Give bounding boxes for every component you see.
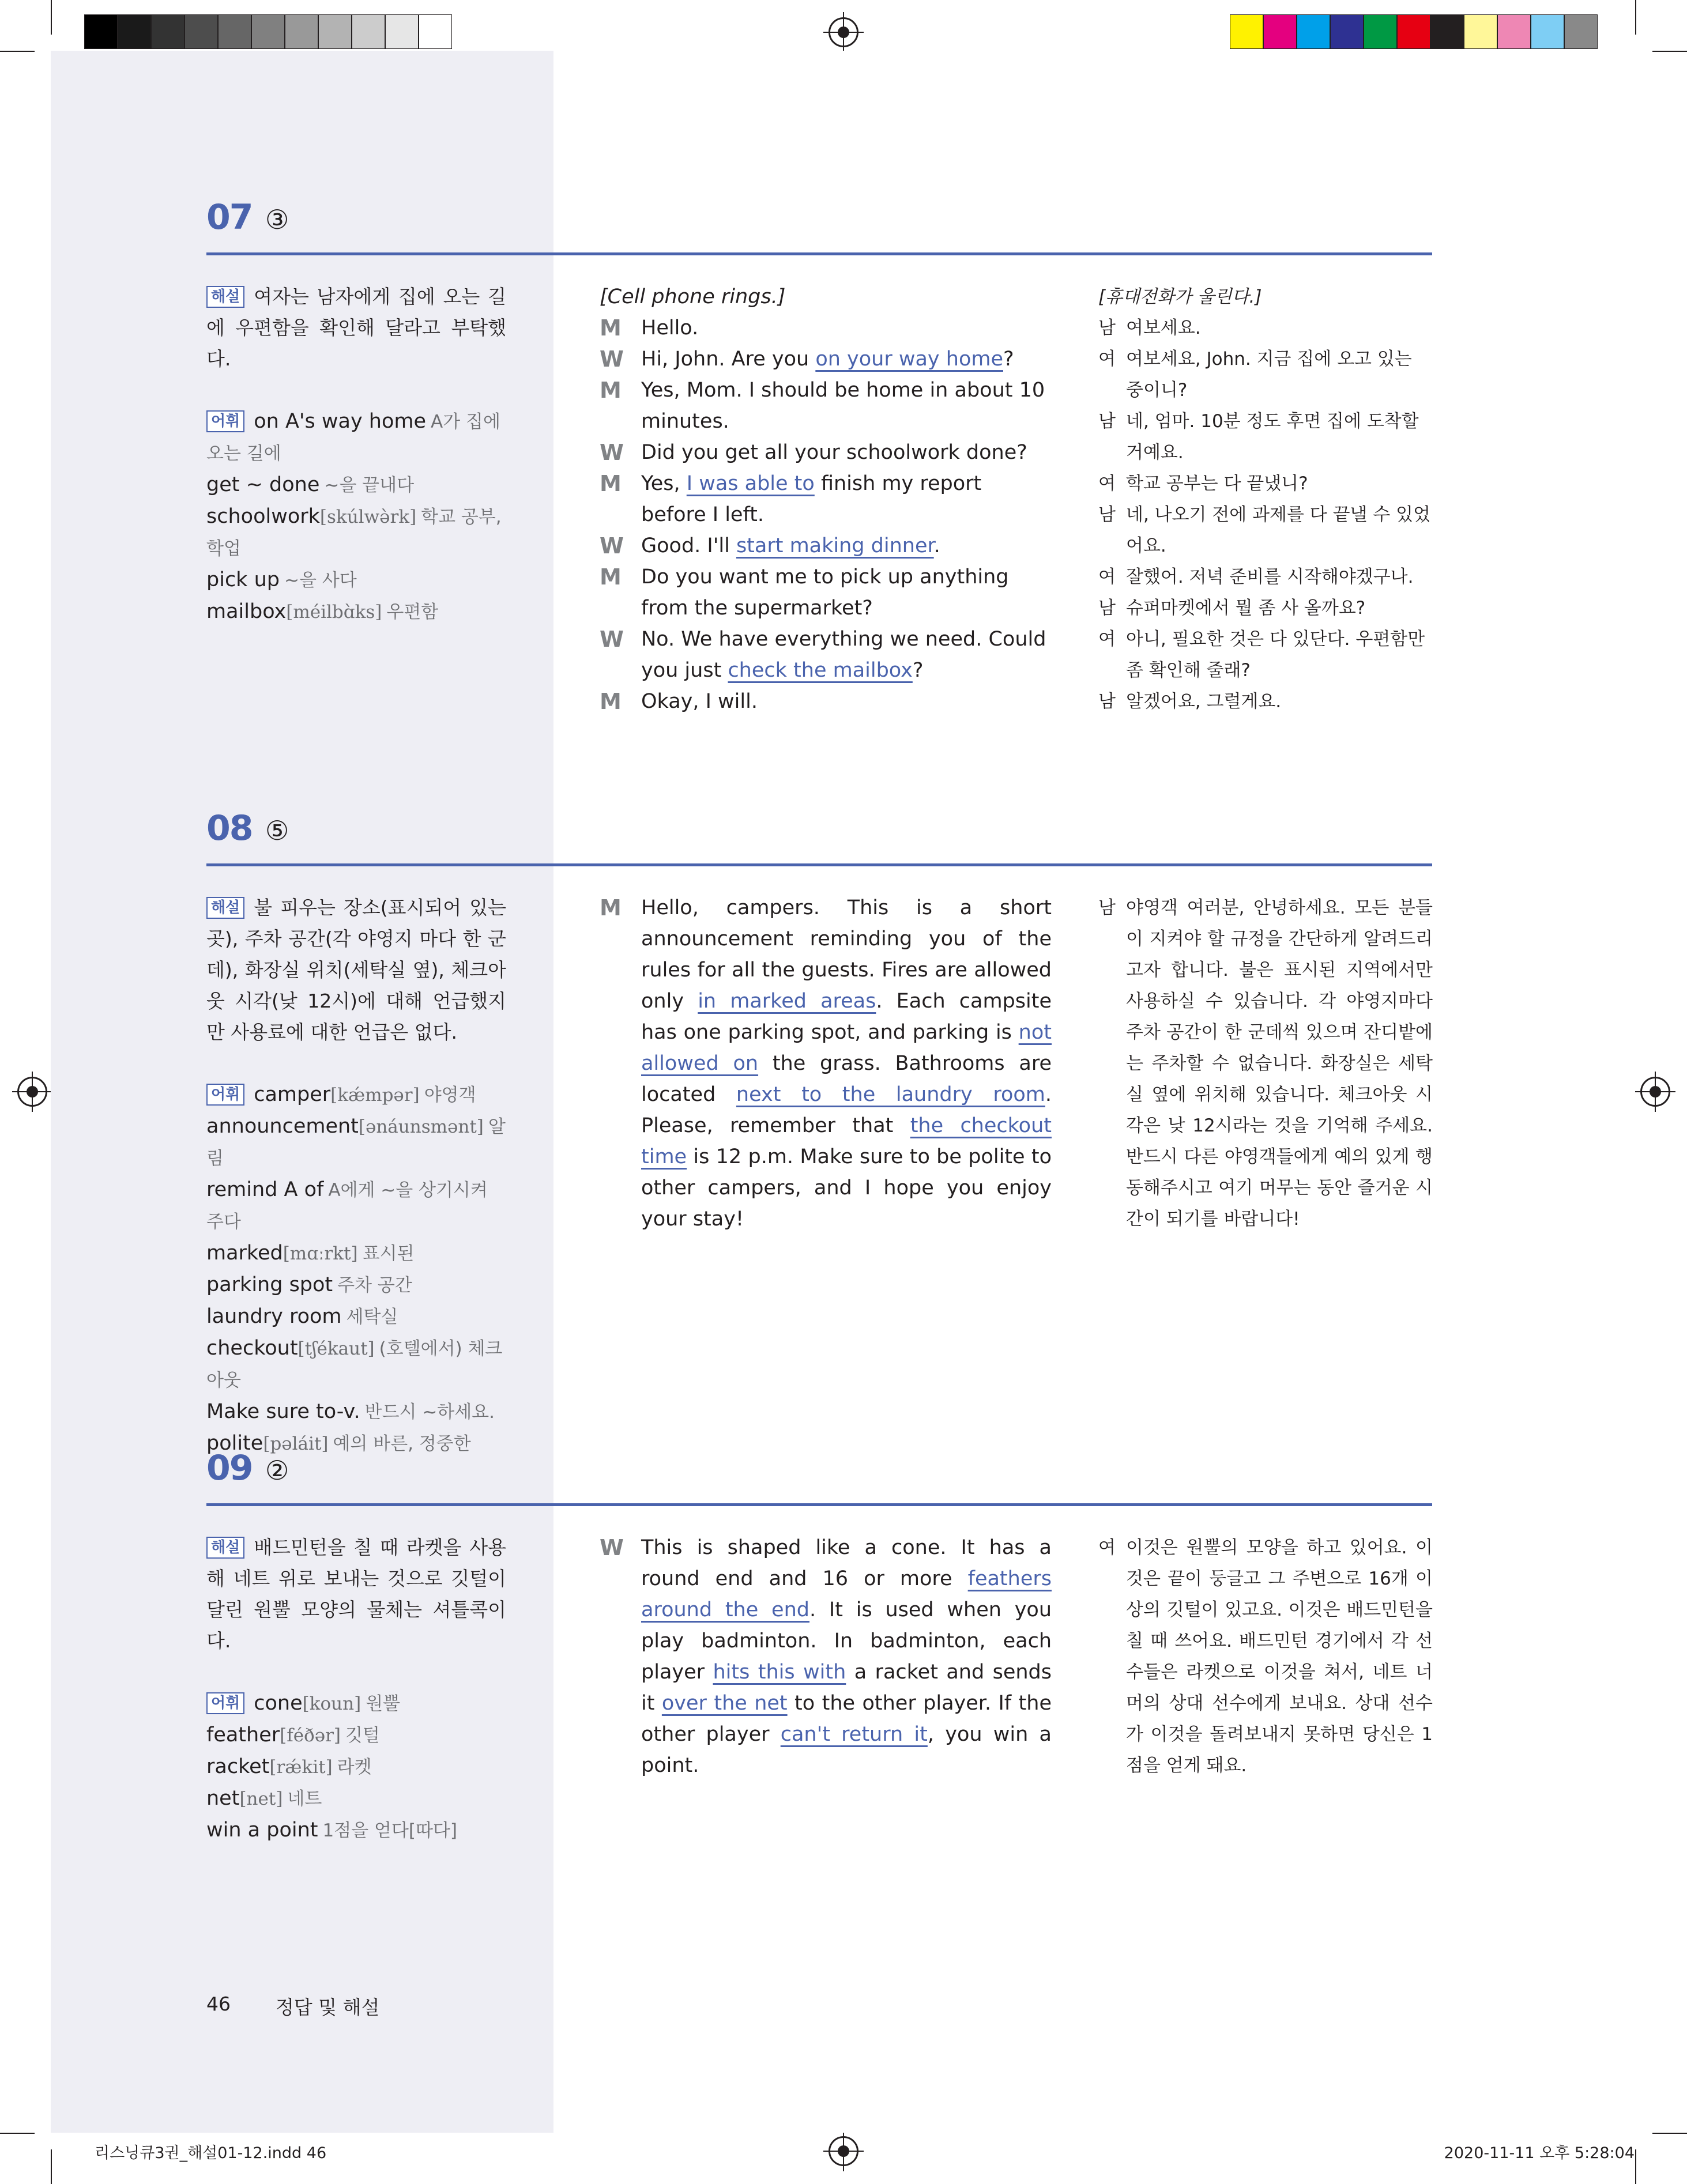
color-swatch	[1297, 14, 1330, 49]
color-swatch	[1230, 14, 1263, 49]
crop-mark	[1652, 2133, 1687, 2134]
registration-mark-icon	[1640, 1077, 1670, 1107]
vocab-phonetic: [kǽmpər]	[330, 1085, 420, 1106]
answer-choice: ③	[265, 204, 289, 235]
script-text	[641, 628, 1046, 682]
vocab-gloss: 학교 공부, 학업	[206, 507, 502, 559]
vocab-gloss: 깃털	[345, 1725, 380, 1746]
translation-line	[1098, 561, 1433, 593]
explanation-column	[206, 281, 506, 628]
vocab-tag: 어휘	[206, 1084, 244, 1106]
script-line	[600, 468, 1052, 530]
script-column	[600, 892, 1052, 1235]
vocab-item	[206, 1688, 506, 1719]
translation-paragraph	[1098, 1532, 1433, 1781]
script-line	[600, 375, 1052, 437]
vocab-list	[206, 1079, 506, 1459]
translation-speaker: 남	[1098, 598, 1116, 618]
script-text-part: . Each campsite has one parking spot, and parking is	[641, 990, 1052, 1044]
script-text-before: Do you want me to pick up anything from the supermarket?	[641, 565, 1009, 620]
translation-speaker: 여	[1098, 349, 1116, 369]
page-number: 46	[206, 1993, 231, 2015]
translation-text: 아니, 필요한 것은 다 있단다. 우편함만 좀 확인해 줄래?	[1126, 629, 1425, 681]
script-text	[641, 348, 1014, 371]
explanation-tag: 해설	[206, 1537, 244, 1559]
gray-swatch	[352, 14, 385, 49]
script-text	[641, 441, 1027, 464]
speaker-label: M	[600, 895, 622, 921]
script-text-before: Yes,	[641, 472, 687, 495]
script-text-part: a racket and sends it	[641, 1661, 1052, 1715]
gray-swatch	[385, 14, 419, 49]
script-text-before: No. We have everything we need. Could you just	[641, 628, 1046, 682]
script-text-before: Hello.	[641, 316, 699, 340]
script-line	[600, 344, 1052, 375]
speaker-label: W	[600, 1535, 624, 1560]
section-rule	[206, 252, 1432, 255]
script-text-after: .	[933, 534, 940, 557]
vocab-item	[206, 1815, 506, 1846]
vocab-gloss: 알림	[206, 1116, 506, 1169]
vocab-gloss: 원뿔	[366, 1693, 401, 1714]
translation-line	[1098, 624, 1433, 686]
speaker-label: M	[600, 378, 622, 403]
color-swatch	[1263, 14, 1297, 49]
vocab-gloss: 야영객	[424, 1085, 476, 1106]
gray-swatch	[251, 14, 285, 49]
translation-line	[1098, 406, 1433, 468]
vocab-word: marked	[206, 1242, 283, 1265]
translation-line	[1098, 686, 1433, 717]
slug-timestamp: 2020-11-11 오후 5:28:04	[1444, 2144, 1635, 2162]
vocab-list	[206, 1688, 506, 1846]
registration-mark-icon	[829, 2136, 858, 2166]
vocab-tag: 어휘	[206, 1692, 244, 1714]
translation-text: 학교 공부는 다 끝냈니?	[1126, 473, 1308, 494]
answer-blank: feathers around the end	[641, 1567, 1052, 1621]
script-line	[600, 530, 1052, 561]
vocab-word: parking spot	[206, 1273, 333, 1296]
script-text	[641, 565, 1009, 620]
vocab-gloss: 라켓	[337, 1757, 372, 1778]
translation-text: 슈퍼마켓에서 뭘 좀 사 올까요?	[1126, 598, 1366, 618]
stage-direction: [Cell phone rings.]	[600, 285, 786, 308]
vocab-word: checkout	[206, 1337, 298, 1360]
speaker-label: M	[600, 315, 622, 341]
explanation-text	[206, 281, 506, 375]
script-text-part: . Please, remember that	[641, 1083, 1052, 1137]
slug-filename: 리스닝큐3권_해설01-12.indd 46	[95, 2144, 327, 2162]
translation-speaker: 여	[1098, 567, 1116, 587]
vocab-gloss: 우편함	[386, 602, 439, 623]
explanation-column	[206, 1532, 506, 1846]
translation-line	[1098, 344, 1433, 406]
script-text	[641, 690, 758, 713]
vocab-word: net	[206, 1787, 240, 1810]
answer-blank: hits this with	[713, 1661, 846, 1684]
vocab-item	[206, 564, 506, 596]
translation-text: 잘했어. 저녁 준비를 시작해야겠구나.	[1126, 567, 1414, 587]
script-text-before: Okay, I will.	[641, 690, 758, 713]
script-column	[600, 281, 1052, 717]
speaker-label: M	[600, 564, 622, 590]
color-swatch	[1531, 14, 1564, 49]
script-line	[600, 561, 1052, 624]
vocab-item	[206, 1079, 506, 1111]
answer-blank: the checkout time	[641, 1114, 1052, 1168]
script-paragraph	[600, 1532, 1052, 1781]
gray-swatch	[318, 14, 352, 49]
vocab-gloss: 반드시 ~하세요.	[364, 1402, 495, 1423]
speaker-label: M	[600, 689, 622, 714]
vocab-word: on A's way home	[254, 410, 427, 433]
vocab-phonetic: [ənáunsmənt]	[358, 1116, 484, 1137]
vocab-gloss: ~을 사다	[284, 570, 357, 591]
translation-text: 여보세요.	[1126, 318, 1201, 338]
vocab-gloss: 네트	[287, 1789, 322, 1809]
answer-blank: over the net	[661, 1692, 788, 1715]
speaker-label: W	[600, 533, 624, 559]
vocab-item	[206, 469, 506, 501]
translation-speaker: 여	[1098, 473, 1116, 494]
vocab-gloss: 1점을 얻다[따다]	[322, 1820, 457, 1841]
script-paragraph	[600, 892, 1052, 1235]
script-column	[600, 1532, 1052, 1781]
translation-speaker: 남	[1098, 897, 1116, 918]
translation-line	[1098, 312, 1433, 344]
translation-speaker: 남	[1098, 691, 1116, 712]
translation-speaker: 여	[1098, 629, 1116, 650]
script-text-after: finish my report before I left.	[641, 472, 982, 526]
vocab-tag: 어휘	[206, 410, 244, 432]
vocab-phonetic: [tʃékaut]	[298, 1338, 375, 1359]
gray-swatch	[84, 14, 118, 49]
vocab-item	[206, 1751, 506, 1783]
vocab-gloss: A가 집에 오는 길에	[206, 412, 500, 464]
script-text-part: . It is used when you play badminton. In badminton, each player	[641, 1598, 1052, 1684]
script-line	[600, 437, 1052, 468]
script-text-part: This is shaped like a cone. It has a round end and 16 or more	[641, 1536, 1052, 1590]
vocab-item	[206, 1269, 506, 1301]
vocab-gloss: 세탁실	[346, 1307, 398, 1327]
script-text-part: , you win a point.	[641, 1723, 1052, 1777]
translation-line	[1098, 468, 1433, 499]
translation-text: 네, 나오기 전에 과제를 다 끝낼 수 있었어요.	[1126, 504, 1431, 556]
question-number: 09	[206, 1448, 253, 1488]
vocab-item	[206, 501, 506, 564]
vocab-item	[206, 1396, 506, 1428]
answer-blank: I was able to	[686, 472, 815, 495]
translation-paragraph	[1098, 892, 1433, 1235]
vocab-item	[206, 1719, 506, 1751]
translation-speaker: 남	[1098, 504, 1116, 525]
gray-swatch	[285, 14, 318, 49]
answer-blank: in marked areas	[698, 990, 876, 1013]
script-text-after: ?	[912, 659, 924, 682]
vocab-word: polite	[206, 1432, 263, 1455]
vocab-word: mailbox	[206, 600, 287, 623]
explanation-tag: 해설	[206, 286, 244, 308]
vocab-word: laundry room	[206, 1305, 342, 1328]
script-text	[641, 379, 1045, 433]
vocab-gloss: ~을 끝내다	[324, 475, 415, 496]
script-text	[641, 896, 1052, 1231]
crop-mark	[1635, 2149, 1636, 2184]
section-rule	[206, 1503, 1432, 1506]
translation-speaker: 여	[1098, 1537, 1116, 1558]
crop-mark	[1652, 51, 1687, 52]
vocab-phonetic: [net]	[239, 1789, 283, 1809]
vocab-gloss: A에게 ~을 상기시켜 주다	[206, 1180, 488, 1232]
color-swatch	[1330, 14, 1364, 49]
vocab-word: announcement	[206, 1115, 359, 1138]
vocab-phonetic: [skúlwə̀rk]	[319, 507, 417, 527]
vocab-list	[206, 406, 506, 628]
color-swatch	[1364, 14, 1397, 49]
stage-direction-kr: [휴대전화가 울린다.]	[1098, 286, 1262, 307]
vocab-item	[206, 596, 506, 628]
vocab-item	[206, 406, 506, 469]
color-swatch	[1564, 14, 1598, 49]
vocab-gloss: 주차 공간	[337, 1275, 412, 1296]
script-text	[641, 534, 940, 557]
translation-speaker: 남	[1098, 318, 1116, 338]
vocab-phonetic: [pəláit]	[263, 1434, 329, 1454]
speaker-label: W	[600, 346, 624, 372]
script-text-before: Yes, Mom. I should be home in about 10 minutes.	[641, 379, 1045, 433]
script-text-before: Good. I'll	[641, 534, 736, 557]
crop-mark	[0, 51, 35, 52]
vocab-phonetic: [rǽkit]	[269, 1757, 333, 1778]
explanation-column	[206, 892, 506, 1459]
explanation-text	[206, 892, 506, 1048]
crop-mark	[51, 2149, 52, 2184]
crop-mark	[0, 2133, 35, 2134]
vocab-word: feather	[206, 1723, 280, 1747]
script-text-part: is 12 p.m. Make sure to be polite to other campers, and I hope you enjoy your stay!	[641, 1145, 1052, 1231]
vocab-phonetic: [mɑːrkt]	[283, 1243, 358, 1264]
registration-mark-icon	[17, 1077, 47, 1107]
translation-text: 여보세요, John. 지금 집에 오고 있는 중이니?	[1126, 349, 1412, 401]
color-swatch	[1430, 14, 1464, 49]
vocab-gloss: 예의 바른, 정중한	[333, 1434, 471, 1454]
translation-text: 알겠어요, 그럴게요.	[1126, 691, 1282, 712]
vocab-word: camper	[254, 1083, 331, 1106]
registration-mark-icon	[829, 17, 858, 47]
explanation-tag: 해설	[206, 897, 244, 919]
vocab-phonetic: [féðər]	[280, 1725, 341, 1746]
script-text-before: Hi, John. Are you	[641, 348, 816, 371]
answer-blank: next to the laundry room	[736, 1083, 1045, 1106]
answer-blank: can't return it	[780, 1723, 928, 1746]
script-text	[641, 316, 698, 340]
color-swatch	[1497, 14, 1531, 49]
answer-blank: check the mailbox	[728, 659, 913, 682]
translation-column	[1098, 1532, 1433, 1781]
script-text-before: Did you get all your schoolwork done?	[641, 441, 1027, 464]
script-text-part: Hello, campers. This is a short announcement reminding you of the rules for all the guests. Fires are allowed only	[641, 896, 1052, 1013]
translation-text: 야영객 여러분, 안녕하세요. 모든 분들이 지켜야 할 규정을 간단하게 알려드리고자 합니다. 불은 표시된 지역에서만 사용하실 수 있습니다. 각 야영지마다 주차 공간이 한 군데씩 있으며 잔디밭에는 주차할 수 없습니다. 화장실은 세탁실 옆에 위치해 있습니다. 체크아웃 시각은 낮 12시라는 것을 기억해 주세요. 반드시 다른 야영객들에게 예의 있게 행동해주시고 여기 머무는 동안 즐거운 시간이 되기를 바랍니다!	[1126, 897, 1433, 1229]
answer-choice: ⑤	[265, 815, 289, 846]
crop-mark	[51, 0, 52, 35]
crop-mark	[1635, 0, 1636, 35]
script-text	[641, 1536, 1052, 1777]
color-swatch	[1397, 14, 1430, 49]
vocab-word: racket	[206, 1755, 270, 1778]
vocab-item	[206, 1783, 506, 1815]
script-line	[600, 624, 1052, 686]
footer-section-title: 정답 및 해설	[276, 1996, 380, 2019]
script-text	[641, 472, 981, 526]
script-text-after: ?	[1003, 348, 1014, 371]
translation-text: 이것은 원뿔의 모양을 하고 있어요. 이것은 끝이 둥글고 그 주변으로 16개 이상의 깃털이 있고요. 이것은 배드민턴을 칠 때 쓰어요. 배드민턴 경기에서 각 선수들은 라켓으로 이것을 쳐서, 네트 너머의 상대 선수에게 보내요. 상대 선수가 이것을 돌려보내지 못하면 당신은 1점을 얻게 돼요.	[1126, 1537, 1433, 1776]
speaker-label: W	[600, 627, 624, 652]
question-number: 08	[206, 808, 253, 848]
vocab-word: cone	[254, 1692, 303, 1715]
vocab-word: win a point	[206, 1819, 318, 1842]
question-number: 07	[206, 197, 253, 237]
gray-swatch	[151, 14, 184, 49]
speaker-label: W	[600, 440, 624, 465]
answer-blank: start making dinner	[736, 534, 934, 557]
gray-swatch	[184, 14, 218, 49]
translation-column	[1098, 281, 1433, 717]
explanation-body: 여자는 남자에게 집에 오는 길에 우편함을 확인해 달라고 부탁했다.	[206, 285, 506, 370]
speaker-label: M	[600, 471, 622, 496]
color-swatch	[1464, 14, 1497, 49]
vocab-item	[206, 1301, 506, 1333]
gray-swatch	[419, 14, 452, 49]
vocab-gloss: 표시된	[362, 1243, 415, 1264]
vocab-item	[206, 1111, 506, 1174]
script-line	[600, 312, 1052, 344]
vocab-word: pick up	[206, 568, 280, 591]
script-text-part: to the other player. If the other player	[641, 1692, 1052, 1746]
vocab-phonetic: [koun]	[302, 1693, 362, 1714]
vocab-phonetic: [méilbɑ̀ks]	[286, 602, 382, 623]
explanation-body: 불 피우는 장소(표시되어 있는 곳), 주차 공간(각 야영지 마다 한 군데), 화장실 위치(세탁실 옆), 체크아웃 시각(낮 12시)에 대해 언급했지만 사용료에 대한 언급은 없다.	[206, 896, 506, 1043]
translation-line	[1098, 499, 1433, 561]
vocab-item	[206, 1333, 506, 1396]
translation-text: 네, 엄마. 10분 정도 후면 집에 도착할 거예요.	[1126, 411, 1419, 463]
answer-blank: not allowed on	[641, 1021, 1052, 1075]
vocab-word: get ~ done	[206, 473, 320, 496]
vocab-gloss: (호텔에서) 체크아웃	[206, 1338, 503, 1391]
vocab-item	[206, 1238, 506, 1269]
gray-swatch	[218, 14, 251, 49]
section-rule	[206, 863, 1432, 866]
script-text-part: the grass. Bathrooms are located	[641, 1052, 1052, 1106]
vocab-word: remind A of	[206, 1178, 324, 1201]
vocab-word: Make sure to-v.	[206, 1400, 360, 1423]
answer-choice: ②	[265, 1455, 289, 1486]
translation-line	[1098, 593, 1433, 624]
gray-swatch	[118, 14, 151, 49]
explanation-text	[206, 1532, 506, 1657]
answer-blank: on your way home	[815, 348, 1003, 371]
vocab-word: schoolwork	[206, 505, 320, 528]
vocab-item	[206, 1174, 506, 1238]
explanation-body: 배드민턴을 칠 때 라켓을 사용해 네트 위로 보내는 것으로 깃털이 달린 원뿔 모양의 물체는 셔틀콕이다.	[206, 1536, 506, 1652]
translation-speaker: 남	[1098, 411, 1116, 432]
script-line	[600, 686, 1052, 717]
translation-column	[1098, 892, 1433, 1235]
